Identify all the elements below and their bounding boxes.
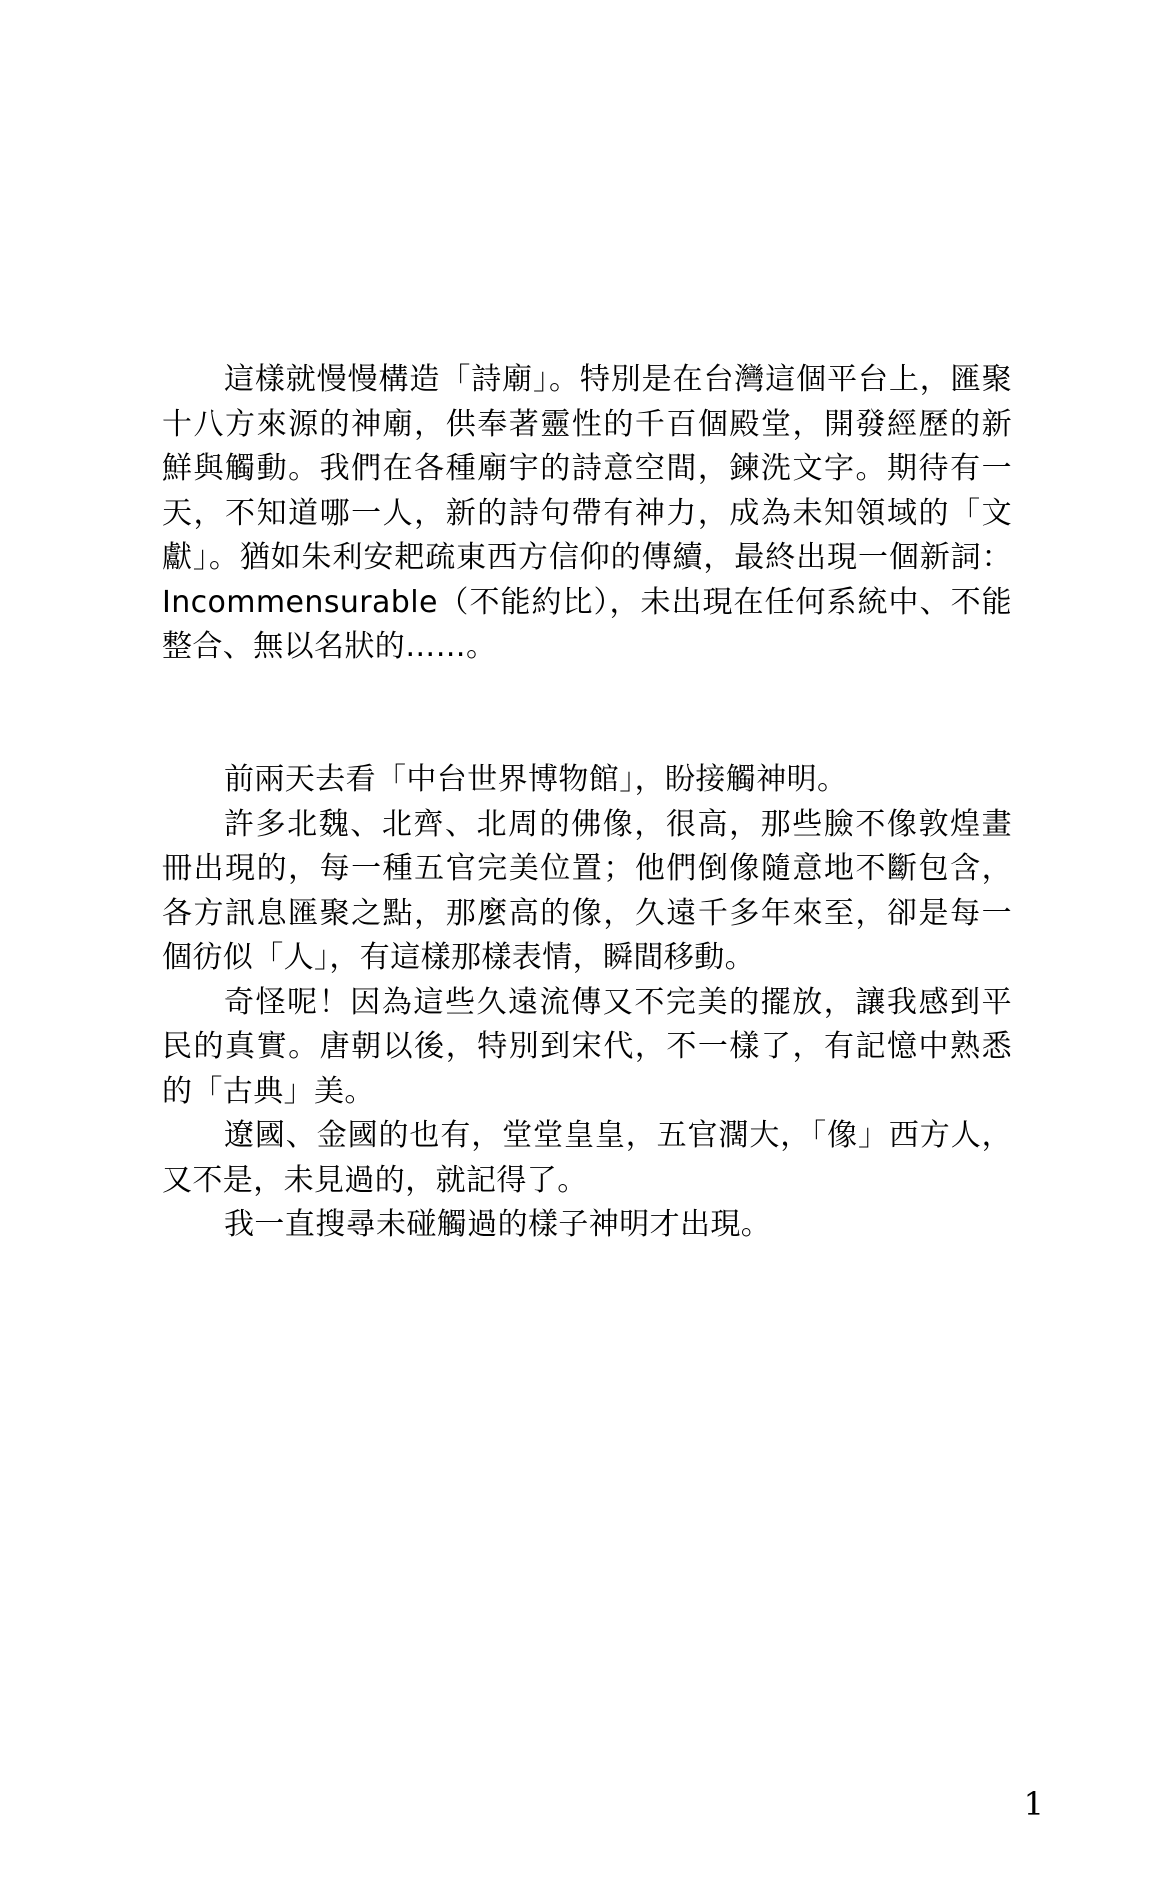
paragraph: 這樣就慢慢構造「詩廟」。特別是在台灣這個平台上，匯聚十八方來源的神廟，供奉著靈性的千百個殿堂，開發經歷的新鮮與觸動。我們在各種廟宇的詩意空間，鍊洗文字。期待有一天，不知道哪一人，新的詩句帶有神力，成為未知領域的「文獻」。猶如朱利安耙疏東西方信仰的傳續，最終出現一個新詞：Incommensurable（不能約比），未出現在任何系統中、不能整合、無以名狀的……。 — [162, 362, 1012, 664]
section-1-body — [162, 358, 1012, 670]
paragraph: 許多北魏、北齊、北周的佛像，很高，那些臉不像敦煌畫冊出現的，每一種五官完美位置；他們倒像隨意地不斷包含，各方訊息匯聚之點，那麼高的像，久遠千多年來至，卻是每一個彷似「人」，有這樣那樣表情，瞬間移動。 — [162, 806, 1012, 975]
page-number: 1 — [1023, 1785, 1044, 1823]
paragraph: 我一直搜尋未碰觸過的樣子神明才出現。 — [224, 1207, 772, 1242]
paragraph: 遼國、金國的也有，堂堂皇皇，五官濶大，「像」西方人，又不是，未見過的，就記得了。 — [162, 1118, 1012, 1198]
section-2-body — [162, 758, 1012, 1248]
paragraph: 前兩天去看「中台世界博物館」，盼接觸神明。 — [224, 762, 848, 797]
paragraph: 奇怪呢！因為這些久遠流傳又不完美的擺放，讓我感到平民的真實。唐朝以後，特別到宋代，不一樣了，有記憶中熟悉的「古典」美。 — [162, 984, 1012, 1109]
